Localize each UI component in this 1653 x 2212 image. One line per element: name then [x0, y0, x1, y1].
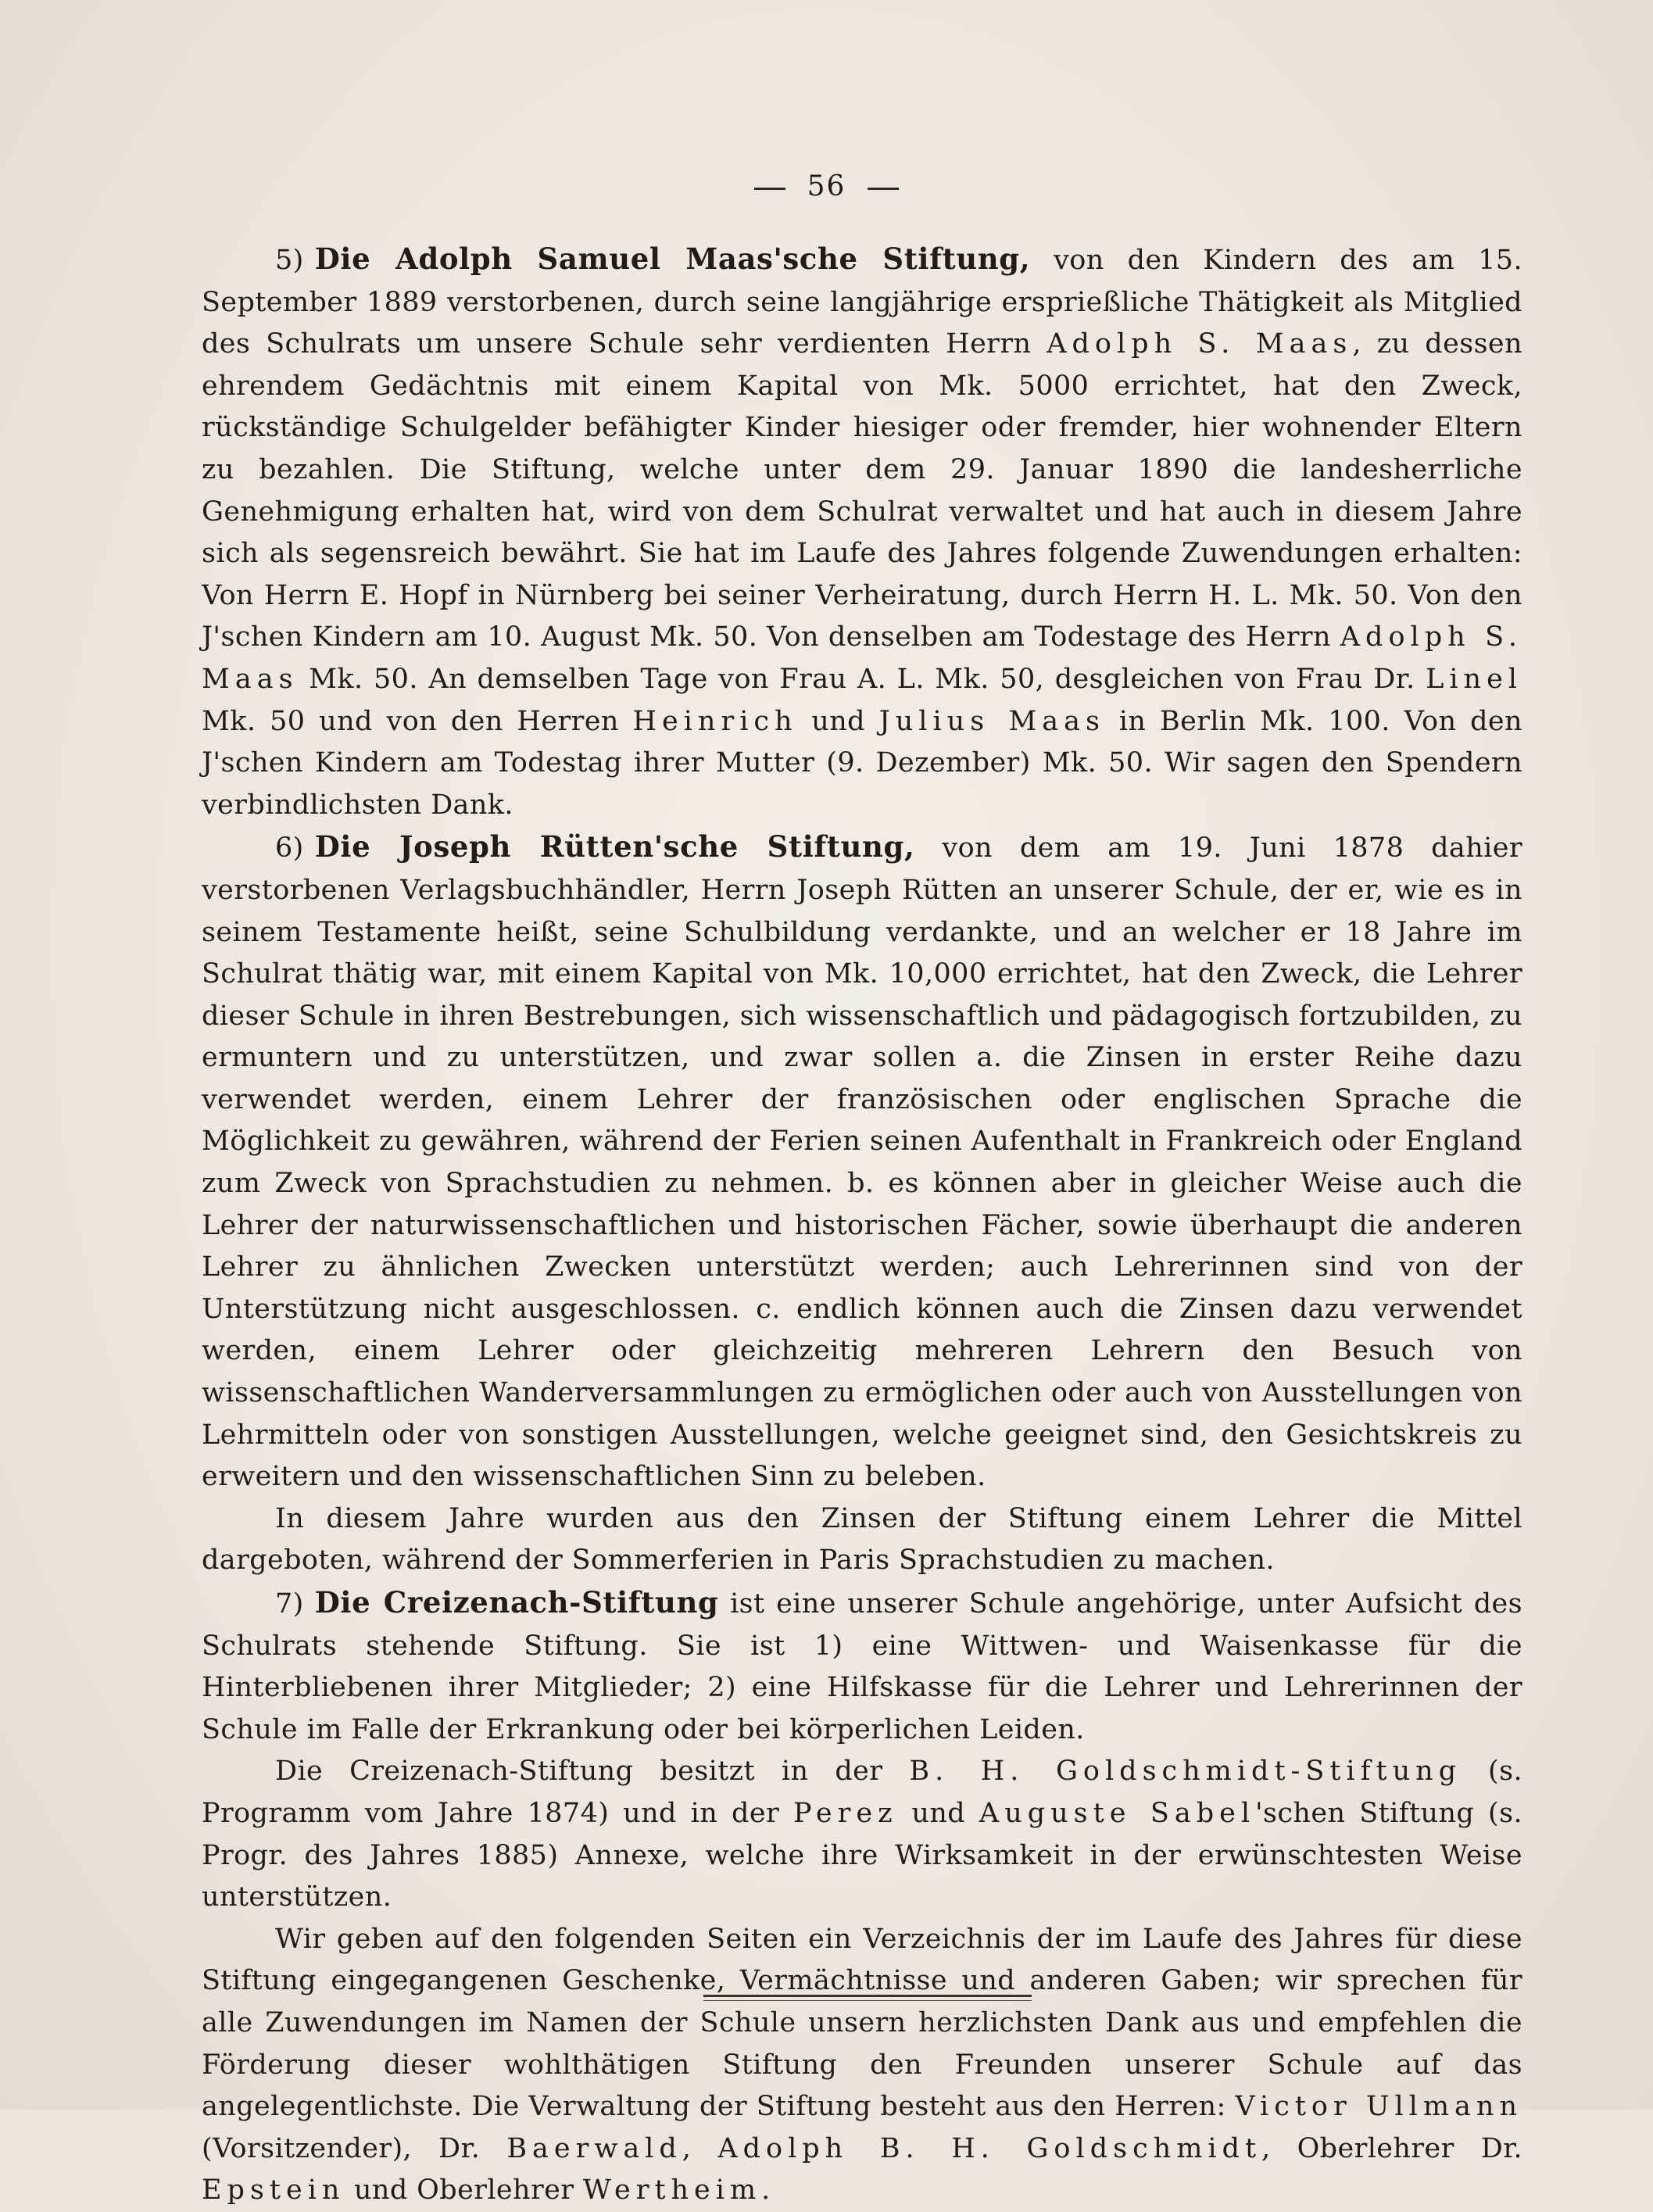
section-5-name-4: Heinrich [632, 705, 798, 737]
section-7-p2-text-4: 'schen Stiftung (s. Progr. des Jahres 1885) Annexe, welche ihre Wirksamkeit in der erwünschtesten Weise unterstützen. [202, 1797, 1522, 1913]
section-7-p2-name-1: B. H. Goldschmidt-Stiftung [909, 1756, 1462, 1788]
section-7-p3-name-5: Wertheim [582, 2174, 762, 2207]
section-6-text: von dem am 19. Juni 1878 dahier verstorbenen Verlagsbuchhändler, Herrn Joseph Rütten an unserer Schule, der er, wie es in seinem Testamente heißt, seine Schulbildung verdankte, und an welcher er 18 Jahre im Schulrat thätig war, mit einem Kapital von Mk. 10,000 errichtet, hat den Zweck, die Lehrer dieser Schule in ihren Bestrebungen, sich wissenschaftlich und pädagogisch fortzubilden, zu ermuntern und zu unterstützen, und zwar sollen a. die Zinsen in erster Reihe dazu verwendet werden, einem Lehrer der französischen oder englischen Sprache die Möglichkeit zu gewähren, während der Ferien seinen Aufenthalt in Frankreich oder England zum Zweck von Sprachstudien zu nehmen. b. es können aber in gleicher Weise auch die Lehrer der naturwissenschaftlichen und historischen Fächer, sowie überhaupt die anderen Lehrer zu ähnlichen Zwecken unterstützt werden; auch Lehrerinnen sind von der Unterstützung nicht ausgeschlossen. c. endlich können auch die Zinsen dazu verwendet werden, einem Lehrer oder gleichzeitig mehreren Lehrern den Besuch von wissenschaftlichen Wanderversammlungen zu ermöglichen oder auch von Ausstellungen von Lehrmitteln oder von sonstigen Ausstellungen, welche geeignet sind, den Gesichtskreis zu erweitern und den wissenschaftlichen Sinn zu beleben. [202, 832, 1522, 1493]
section-5-paragraph [202, 238, 1522, 826]
left-dash [754, 188, 785, 190]
section-7-p3-text: Wir geben auf den folgenden Seiten ein Verzeichnis der im Laufe des Jahres für diese Stiftung eingegangenen Geschenke, Vermächtnisse und anderen Gaben; wir sprechen für alle Zuwendungen im Namen der Schule unsern herzlichsten Dank aus und empfehlen die Förderung dieser wohlthätigen Stiftung den Freunden unserer Schule auf das angelegentlichste. Die Verwaltung der Stiftung besteht aus den Herren: [202, 1923, 1522, 2123]
section-7-text: ist eine unserer Schule angehörige, unter Aufsicht des Schulrats stehende Stiftung. Sie ist 1) eine Wittwen- und Waisenkasse für die Hinterbliebenen ihrer Mitglieder; 2) eine Hilfskasse für die Lehrer und Lehrerinnen der Schule im Falle der Erkrankung oder bei körperlichen Leiden. [202, 1588, 1522, 1745]
section-5-text-5: und [811, 705, 865, 737]
body-text [202, 238, 1522, 2212]
section-7-p2-name-2: Perez [793, 1797, 898, 1829]
section-7-p3-text-4: , Oberlehrer Dr. [1261, 2132, 1522, 2164]
section-5-number: 5) [275, 245, 304, 276]
section-5-name-3: Linel [1426, 663, 1522, 695]
section-7-p3-name-1: Victor Ullmann [1235, 2091, 1522, 2123]
section-7-p2-text: Die Creizenach-Stiftung besitzt in der [275, 1756, 883, 1788]
section-5-name-1: Adolph S. Maas [1047, 328, 1353, 360]
section-6-followup-paragraph [202, 1498, 1522, 1582]
section-7-p2-text-3: und [911, 1797, 966, 1829]
section-5-text-6: in Berlin Mk. 100. Von den J'schen Kindern am Todestag ihrer Mutter (9. Dezember) Mk. 50. Wir sagen den Spendern verbindlichsten Dank. [202, 705, 1522, 821]
section-7-paragraph [202, 1582, 1522, 1751]
closing-rule [703, 1995, 1032, 1997]
page-number [0, 170, 1653, 202]
section-6-followup: In diesem Jahre wurden aus den Zinsen der Stiftung einem Lehrer die Mittel dargeboten, während der Sommerferien in Paris Sprachstudien zu machen. [202, 1502, 1522, 1577]
section-7-p3-text-6: . [761, 2174, 771, 2207]
section-5-text-2: , zu dessen ehrendem Gedächtnis mit einem Kapital von Mk. 5000 errichtet, hat den Zweck, rückständige Schulgelder befähigter Kinder hiesiger oder fremder, hier wohnender Eltern zu bezahlen. Die Stiftung, welche unter dem 29. Januar 1890 die landesherrliche Genehmigung erhalten hat, wird von dem Schulrat verwaltet und hat auch in diesem Jahre sich als segensreich bewährt. Sie hat im Laufe des Jahres folgende Zuwendungen erhalten: Von Herrn E. Hopf in Nürnberg bei seiner Verheiratung, durch Herrn H. L. Mk. 50. Von den J'schen Kindern am 10. August Mk. 50. Von denselben am Todestage des Herrn [202, 328, 1522, 653]
section-7-administration-paragraph [202, 1919, 1522, 2212]
section-7-p3-text-3: , [682, 2132, 692, 2164]
section-5-text-4: Mk. 50 und von den Herren [202, 705, 619, 737]
section-5-name-2: Adolph S. Maas [202, 621, 1522, 695]
section-7-p3-text-5: und Oberlehrer [353, 2174, 574, 2207]
section-5-text-3: Mk. 50. An demselben Tage von Frau A. L. Mk. 50, desgleichen von Frau Dr. [309, 663, 1415, 695]
section-6-title: Die Joseph Rütten'sche Stiftung, [314, 829, 915, 864]
section-5-name-5: Julius Maas [878, 705, 1105, 737]
right-dash [868, 188, 899, 190]
section-7-p3-text-2: (Vorsitzender), Dr. [202, 2132, 481, 2164]
section-6-paragraph [202, 826, 1522, 1498]
section-7-p3-name-4: Epstein [202, 2174, 345, 2207]
section-5-title: Die Adolph Samuel Maas'sche Stiftung, [314, 242, 1031, 276]
section-7-p2-name-3: Auguste Sabel [979, 1797, 1256, 1829]
section-7-p2-text-2: (s. Programm vom Jahre 1874) und in der [202, 1756, 1522, 1829]
page-number-value: 56 [807, 170, 846, 202]
section-7-annex-paragraph [202, 1751, 1522, 1918]
section-7-number: 7) [275, 1588, 304, 1620]
section-7-p3-name-2: Baerwald [506, 2132, 682, 2164]
section-7-p3-name-3: Adolph B. H. Goldschmidt [717, 2132, 1262, 2164]
section-7-title: Die Creizenach-Stiftung [314, 1585, 719, 1620]
section-5-text: von den Kindern des am 15. September 1889 verstorbenen, durch seine langjährige ersprießliche Thätigkeit als Mitglied des Schulrats um unsere Schule sehr verdienten Herrn [202, 245, 1522, 360]
section-6-number: 6) [275, 832, 304, 864]
